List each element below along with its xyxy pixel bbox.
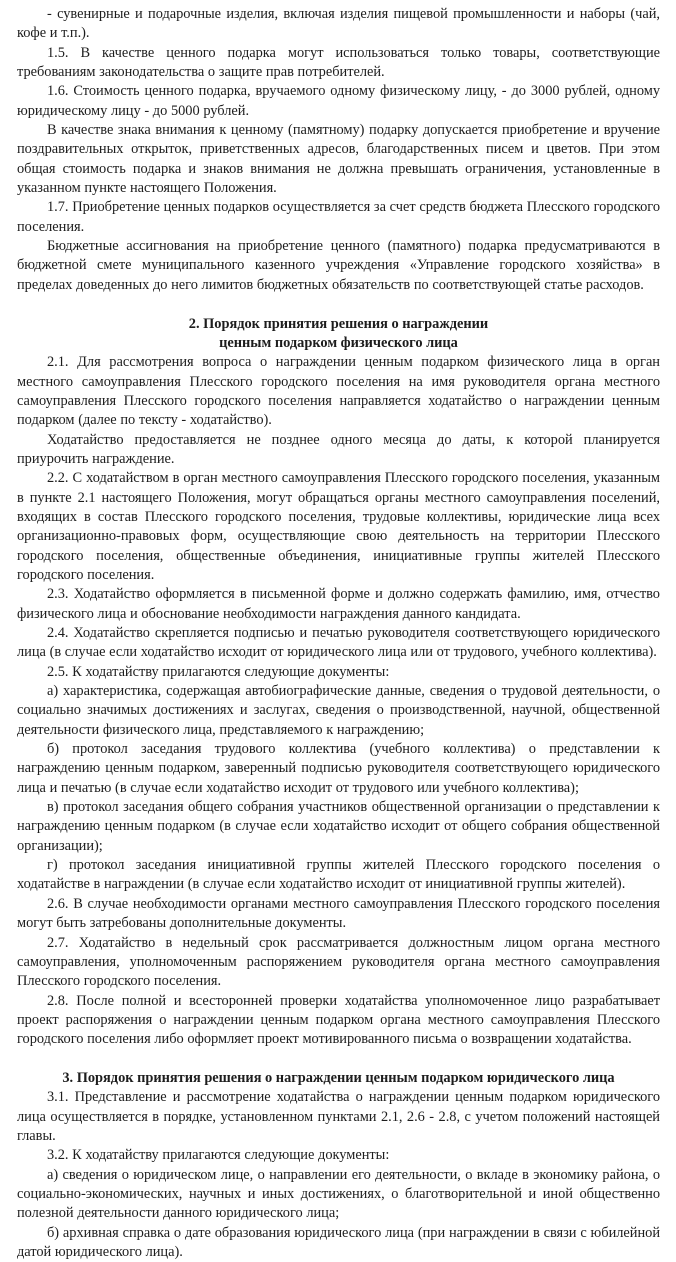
spacer-before-section-3 xyxy=(17,1050,660,1069)
paragraph-clause-2-5-item-b: б) протокол заседания трудового коллектива (учебного коллектива) о представлении к награждению ценным подарком, заверенный подписью руководителя соответствующего юридического лица и печатью (в случае если ходатайство исходит от трудового или учебного коллектива); xyxy=(17,741,660,796)
paragraph-clause-3-2: 3.2. К ходатайству прилагаются следующие документы: xyxy=(47,1147,390,1164)
paragraph-clause-2-7: 2.7. Ходатайство в недельный срок рассматривается должностным лицом органа местного самоуправления, уполномоченным распоряжением руководителя органа местного самоуправления Плесского городского поселения. xyxy=(17,934,660,990)
section-heading-2-line-2: ценным подарком физического лица xyxy=(219,334,458,351)
paragraph-token-of-attention: В качестве знака внимания к ценному (памятному) подарку допускается приобретение и вручение поздравительных открыток, приветственных адресов, благодарственных писем и цветов. При этом общая стоимость подарка и знаков внимания не должна превышать ограничения, установленные в указанном пункте настоящего Положения. xyxy=(17,122,660,197)
paragraph-clause-2-5-item-a: а) характеристика, содержащая автобиографические данные, сведения о трудовой деятельности, о социально значимых достижениях и заслугах, сведения о производственной, научной, общественной деятельности физического лица, представляемого к награждению; xyxy=(17,683,660,738)
paragraph-clause-2-6: 2.6. В случае необходимости органами местного самоуправления Плесского городского поселения могут быть затребованы дополнительные документы. xyxy=(17,895,660,932)
section-heading-3: 3. Порядок принятия решения о награждении ценным подарком юридического лица xyxy=(62,1069,615,1086)
paragraph-clause-2-4: 2.4. Ходатайство скрепляется подписью и печатью руководителя соответствующего юридического лица (в случае если ходатайство исходит от юридического лица или от трудового, учебного коллектива). xyxy=(17,625,660,661)
spacer-before-section-2 xyxy=(17,295,660,314)
paragraph-petition-deadline: Ходатайство предоставляется не позднее одного месяца до даты, к которой планируется приурочить награждение. xyxy=(17,431,660,467)
paragraph-clause-1-7: 1.7. Приобретение ценных подарков осуществляется за счет средств бюджета Плесского городского поселения. xyxy=(17,199,660,235)
paragraph-clause-3-2-item-b: б) архивная справка о дате образования юридического лица (при награждении в связи с юбилейной датой юридического лица). xyxy=(17,1224,660,1260)
section-heading-2-line-1: 2. Порядок принятия решения о награждении xyxy=(188,315,489,332)
paragraph-clause-2-2: 2.2. С ходатайством в орган местного самоуправления Плесского городского поселения, указанным в пункте 2.1 настоящего Положения, могут обращаться органы местного самоуправления поселений, входящих в состав Плесского городского поселения, трудовые коллективы, юридические лица всех организационно-правовых форм, осуществляющие свою деятельность на территории Плесского городского поселения, общественные объединения, инициативные группы жителей Плесского городского поселения. xyxy=(17,470,660,583)
paragraph-clause-1-5: 1.5. В качестве ценного подарка могут использоваться только товары, соответствующие требованиям законодательства о защите прав потребителей. xyxy=(17,44,660,81)
paragraph-clause-3-1: 3.1. Представление и рассмотрение ходатайства о награждении ценным подарком юридического лица осуществляется в порядке, установленном пунктами 2.1, 2.6 - 2.8, с учетом положений настоящей главы. xyxy=(17,1089,660,1144)
paragraph-clause-2-8: 2.8. После полной и всесторонней проверки ходатайства уполномоченное лицо разрабатывает проект распоряжения о награждении ценным подарком органа местного самоуправления Плесского городского поселения либо оформляет проект мотивированного письма о возвращении ходатайства. xyxy=(17,992,660,1048)
paragraph-clause-2-3: 2.3. Ходатайство оформляется в письменной форме и должно содержать фамилию, имя, отчество физического лица и обоснование необходимости награждения данного кандидата. xyxy=(17,586,660,622)
paragraph-clause-2-5: 2.5. К ходатайству прилагаются следующие документы: xyxy=(47,663,390,680)
paragraph-souvenir-gifts: - сувенирные и подарочные изделия, включая изделия пищевой промышленности и наборы (чай, кофе и т.п.). xyxy=(17,6,660,42)
paragraph-clause-3-2-item-a: а) сведения о юридическом лице, о направлении его деятельности, о вкладе в экономику района, о социально-экономических, научных и иных достижениях, о благотворительной и иной общественно полезной деятельности данного юридического лица; xyxy=(17,1166,660,1222)
paragraph-clause-2-5-item-v: в) протокол заседания общего собрания участников общественной организации о представлении к награждению ценным подарком (в случае если ходатайство исходит от общего собрания общественной организации); xyxy=(17,799,660,854)
document-body xyxy=(17,5,660,1262)
paragraph-budget-allocations: Бюджетные ассигнования на приобретение ценного (памятного) подарка предусматриваются в бюджетной смете муниципального казенного учреждения «Управление городского хозяйства» в пределах доведенных до него лимитов бюджетных обязательств по соответствующей статье расходов. xyxy=(17,238,660,293)
paragraph-clause-2-1: 2.1. Для рассмотрения вопроса о награждении ценным подарком физического лица в орган местного самоуправления Плесского городского поселения на имя руководителя органа местного самоуправления Плесского городского поселения направляется ходатайство о награждении ценным подарком (далее по тексту - ходатайство). xyxy=(17,354,660,429)
paragraph-clause-2-5-item-g: г) протокол заседания инициативной группы жителей Плесского городского поселения о ходатайстве в награждении (в случае если ходатайство исходит от инициативной группы жителей). xyxy=(17,857,660,893)
paragraph-clause-1-6: 1.6. Стоимость ценного подарка, вручаемого одному физическому лицу, - до 3000 рублей, одному юридическому лицу - до 5000 рублей. xyxy=(17,83,660,119)
